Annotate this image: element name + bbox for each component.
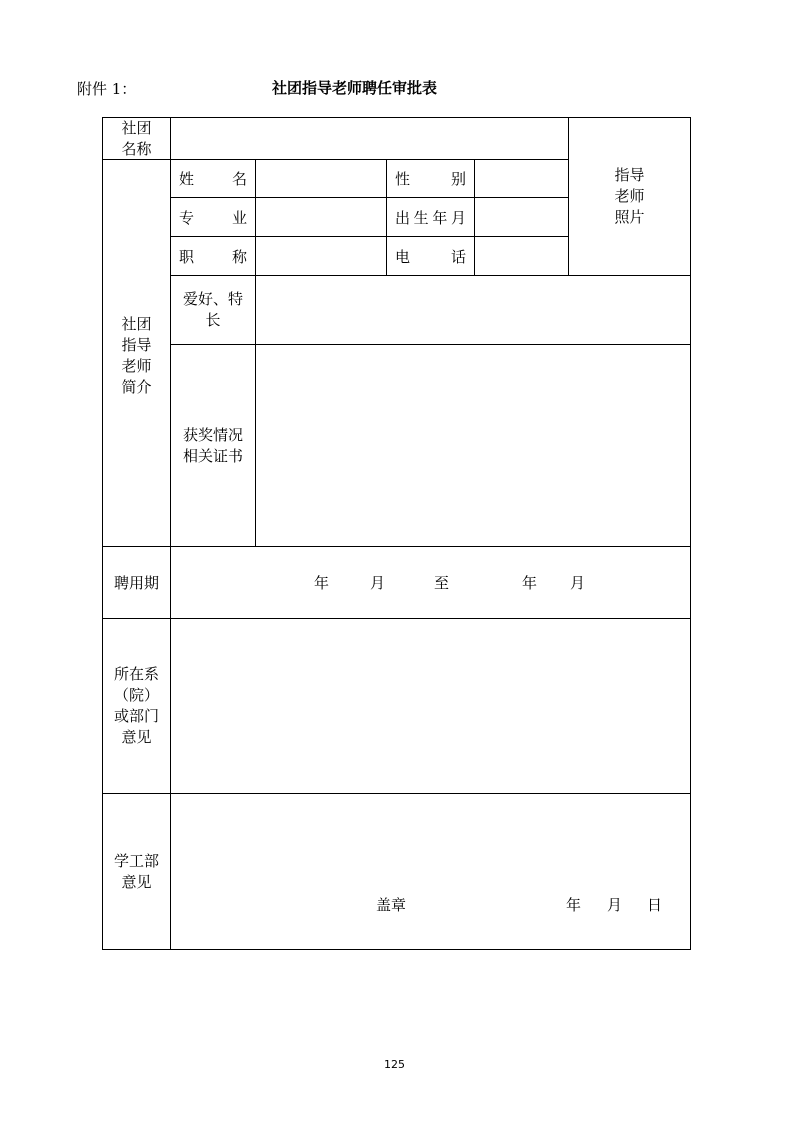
date-year: 年 bbox=[566, 896, 582, 914]
major-label: 专 业 bbox=[179, 208, 247, 227]
name-label: 姓 名 bbox=[179, 170, 247, 188]
phone-label: 电 话 bbox=[395, 247, 466, 266]
term-start-month: 月 bbox=[370, 574, 386, 592]
gender-field[interactable] bbox=[475, 160, 568, 197]
dept-opinion-label: 所在系 （院） 或部门 意见 bbox=[113, 665, 159, 746]
date-month: 月 bbox=[607, 896, 623, 914]
term-end-year: 年 bbox=[522, 574, 538, 592]
awards-field[interactable] bbox=[256, 345, 690, 546]
term-start-year: 年 bbox=[314, 574, 330, 592]
hobby-label: 爱好、特 长 bbox=[182, 290, 243, 329]
attachment-label: 附件 1： bbox=[77, 80, 137, 98]
term-field[interactable] bbox=[171, 547, 690, 618]
club-name-field[interactable] bbox=[171, 118, 568, 159]
photo-box[interactable]: 指导 老师 照片 bbox=[614, 166, 645, 226]
awards-label: 获奖情况 相关证书 bbox=[182, 425, 243, 465]
form-title: 社团指导老师聘任审批表 bbox=[272, 79, 438, 97]
job-title-label: 职 称 bbox=[179, 247, 247, 266]
gender-label: 性 别 bbox=[395, 170, 466, 188]
page-number: 125 bbox=[384, 1058, 405, 1071]
seal-label: 盖章 bbox=[376, 896, 407, 914]
club-name-label: 社团 名称 bbox=[121, 118, 152, 158]
hobby-field[interactable] bbox=[256, 276, 690, 344]
birth-field[interactable] bbox=[475, 198, 568, 236]
term-to: 至 bbox=[434, 574, 450, 592]
term-label: 聘用期 bbox=[113, 574, 159, 592]
date-day: 日 bbox=[647, 896, 663, 914]
term-end-month: 月 bbox=[570, 574, 586, 592]
office-opinion-field[interactable] bbox=[171, 794, 690, 949]
name-field[interactable] bbox=[256, 160, 386, 197]
intro-label: 社团 指导 老师 简介 bbox=[121, 315, 152, 396]
birth-label: 出 生 年 月 bbox=[395, 208, 466, 227]
dept-opinion-field[interactable] bbox=[171, 619, 690, 793]
major-field[interactable] bbox=[256, 198, 386, 236]
office-opinion-label: 学工部 意见 bbox=[113, 851, 159, 891]
job-title-field[interactable] bbox=[256, 237, 386, 275]
phone-field[interactable] bbox=[475, 237, 568, 275]
